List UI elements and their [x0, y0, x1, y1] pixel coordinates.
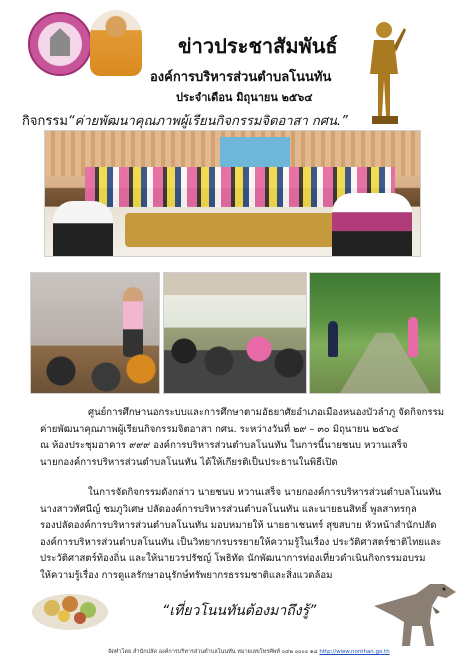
paragraph-line: รองปลัดองค์การบริหารส่วนตำบลโนนทัน มอบหมายให้ นายธาเชนทร์ สุขสบาย หัวหน้าสำนักปลัด — [40, 520, 437, 531]
photo-crowd — [164, 321, 306, 393]
photo-seated-right — [332, 193, 412, 256]
photo-volunteer-pink — [408, 317, 418, 357]
photo-table — [125, 213, 365, 247]
paragraph-line: ณ ห้องประชุมอาคาร ๙๙๙ องค์การบริหารส่วนตำบลโนนทัน ในการนี้นายชนบ หวานเสร็จ — [40, 440, 408, 451]
footer-website-link[interactable]: http://www.nonthan.go.th — [319, 649, 390, 655]
organization-name: องค์การบริหารส่วนตำบลโนนทัน — [150, 70, 332, 85]
seal-logo — [28, 12, 92, 76]
paragraph-line: นายกองค์การบริหารส่วนตำบลโนนทัน ได้ให้เกียรติเป็นประธานในพิธีเปิด — [40, 456, 338, 468]
paragraph-line: ศูนย์การศึกษานอกระบบและการศึกษาตามอัธยาศัยอำเภอเมืองหนองบัวลำภู จัดกิจกรรม — [88, 407, 445, 418]
garden-volunteer-photo — [309, 272, 441, 394]
warrior-statue-image — [360, 18, 408, 130]
pavilion-crowd-photo — [163, 272, 307, 394]
photo-volunteer-dark — [328, 321, 338, 357]
paragraph-line: ประวัติศาสตร์ท้องถิ่น และให้นายวรปรัชญ์ โพธิทัด นักพัฒนาการท่องเที่ยวดำเนินกิจกรรมอบรม — [40, 553, 426, 564]
dinosaur-image — [372, 576, 460, 650]
paragraph-details — [40, 485, 440, 584]
footer-contact-text: จัดทำโดย สำนักปลัด องค์การบริหารส่วนตำบลโนนทัน หมายเลขโทรศัพท์ ๐๔๒ ๐๐๐๐ ๑๘ — [108, 649, 318, 655]
photo-speaker — [123, 287, 143, 357]
meeting-group-photo — [44, 130, 421, 257]
paragraph-line: นางสาวทัศนีญ์ ชมภูวิเศษ ปลัดองค์การบริหารส่วนตำบลโนนทัน และนายธนสิทธิ์ พูลสาทรกุล — [40, 503, 417, 515]
activity-heading — [22, 110, 348, 131]
photo-seated-left — [53, 201, 113, 256]
food-platter-image — [30, 582, 110, 632]
footer-contact — [108, 648, 390, 656]
activity-name: “ค่ายพัฒนาคุณภาพผู้เรียนกิจกรรมจิตอาสา กศน.” — [67, 114, 348, 129]
issue-month: ประจำเดือน มิถุนายน ๒๕๖๔ — [176, 91, 313, 104]
speaker-photo — [30, 272, 160, 394]
paragraph-intro — [40, 405, 445, 471]
paragraph-line: ให้ความรู้เรื่อง การดูแลรักษาอนุรักษ์ทรัพยากรธรรมชาติและสิ่งแวดล้อม — [40, 569, 333, 581]
photo-roof — [164, 273, 306, 295]
paragraph-line: ในการจัดกิจกรรมดังกล่าว นายชนบ หวานเสร็จ นายกองค์การบริหารส่วนตำบลโนนทัน — [88, 487, 442, 498]
monk-portrait-image — [90, 10, 142, 76]
paragraph-line: องค์การบริหารส่วนตำบลโนนทัน เป็นวิทยากรบรรยายให้ความรู้ในเรื่อง ประวัติศาสตร์ชาติไทยและ — [40, 536, 442, 548]
photo-banner — [220, 137, 290, 167]
photo-audience — [31, 351, 159, 393]
footer-slogan: “เที่ยวโนนทันต้องมาถึงรู้” — [162, 603, 317, 619]
bulletin-title: ข่าวประชาสัมพันธ์ — [178, 34, 338, 58]
paragraph-line: ค่ายพัฒนาคุณภาพผู้เรียนกิจกรรมจิตอาสา กศน. ระหว่างวันที่ ๒๙ – ๓๐ มิถุนายน ๒๕๖๔ — [40, 423, 400, 435]
activity-label: กิจกรรม — [22, 114, 68, 129]
